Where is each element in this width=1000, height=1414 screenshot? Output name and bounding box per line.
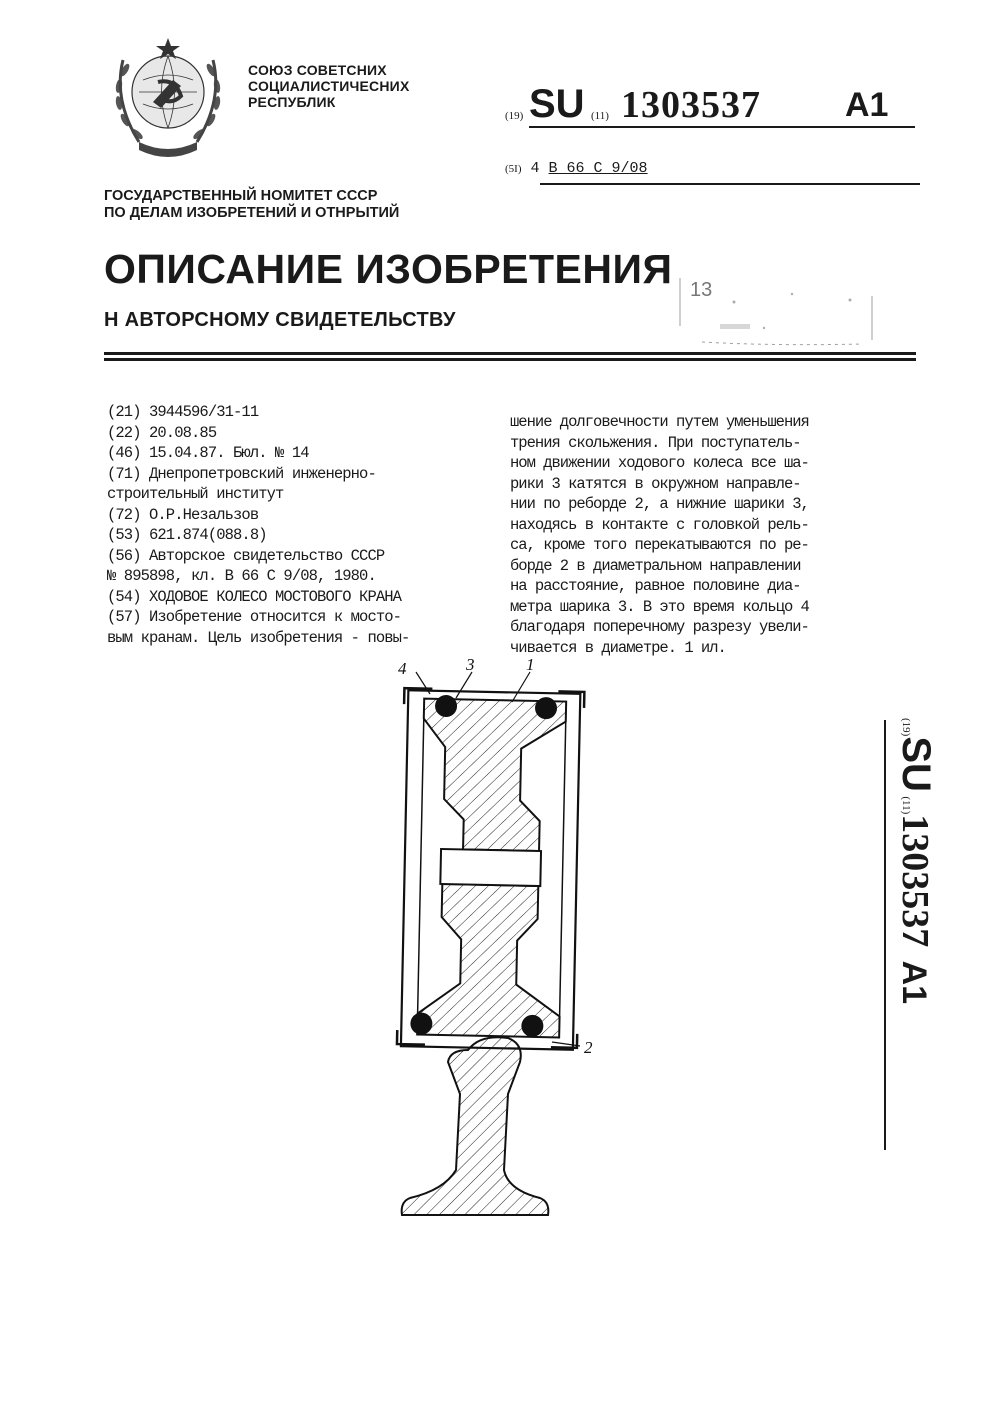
bibliographic-data — [107, 402, 487, 648]
page-subtitle: Н АВТОРСНОМУ СВИДЕТЕЛЬСТВУ — [104, 309, 456, 331]
ipc-class: B 66 C 9/08 — [548, 160, 648, 177]
bib-line: (53) 621.874(088.8) — [107, 526, 267, 544]
bib-line: (21) 3944596/31-11 — [107, 403, 259, 421]
label-ball: 3 — [466, 655, 475, 674]
abstract-line: са, кроме того перекатываются по ре- — [510, 536, 809, 554]
abstract-line: нии по реборде 2, а нижние шарики 3, — [510, 495, 809, 513]
label-wheel: 1 — [526, 655, 535, 674]
document-kind: A1 — [845, 86, 889, 124]
bib-line: (56) Авторское свидетельство СССР — [107, 546, 385, 565]
wheel-body — [421, 699, 566, 852]
bib-line: вым кранам. Цель изобретения - повы- — [107, 628, 410, 647]
ipc-code-label: (5I) — [505, 163, 522, 175]
union-line: СОЦИАЛИСТИЧЕСНИХ — [248, 78, 410, 94]
number-underline — [529, 126, 915, 128]
wheel-cross-section-drawing — [380, 650, 600, 1225]
bib-line: (22) 20.08.85 — [107, 423, 217, 442]
side-document-kind: A1 — [895, 960, 933, 1005]
committee-line: ГОСУДАРСТВЕННЫЙ НОМИТЕТ СССР — [104, 188, 378, 204]
label-flange: 2 — [584, 1038, 593, 1057]
abstract-line: ном движении ходового колеса все ша- — [510, 454, 809, 472]
abstract-line: рики 3 катятся в окружном направле- — [510, 474, 801, 493]
side-country-code-label: (19) — [900, 718, 912, 737]
bib-line: № 895898, кл. B 66 C 9/08, 1980. — [107, 567, 376, 585]
abstract-line: трения скольжения. При поступатель- — [510, 433, 801, 452]
patent-number-row — [505, 82, 915, 130]
header-rule-top — [104, 352, 916, 355]
library-stamp — [672, 266, 882, 350]
bib-line: (57) Изобретение относится к мосто- — [107, 608, 402, 626]
side-patent-number — [878, 718, 938, 1158]
abstract-line: на расстояние, равное половине диа- — [510, 577, 801, 595]
patent-number: 1303537 — [621, 84, 761, 126]
union-line: РЕСПУБЛИК — [248, 94, 336, 110]
number-code-label: (11) — [591, 110, 609, 122]
wheel-body-lower — [417, 884, 562, 1038]
abstract-text — [510, 412, 890, 658]
ipc-classification — [505, 160, 648, 177]
bib-line: (54) ХОДОВОЕ КОЛЕСО МОСТОВОГО КРАНА — [107, 587, 402, 606]
side-number-code-label: (11) — [900, 796, 912, 815]
abstract-line: чивается в диаметре. 1 ил. — [510, 638, 726, 657]
bib-line: (72) О.Р.Незальзов — [107, 505, 259, 524]
abstract-line: находясь в контакте с головкой рель- — [510, 515, 809, 534]
side-country-code: SU — [894, 736, 938, 792]
ipc-rule — [540, 183, 920, 185]
side-rule — [884, 720, 886, 1150]
side-patent-number-value: 1303537 — [894, 814, 936, 948]
ipc-edition: 4 — [530, 160, 540, 177]
rail — [402, 1037, 549, 1215]
abstract-line: благодаря поперечному разрезу увели- — [510, 618, 809, 636]
stamp-number: 13 — [690, 279, 713, 301]
bib-line: строительный институт — [107, 485, 284, 503]
bib-line: (71) Днепропетровский инженерно- — [107, 464, 376, 483]
country-code-label: (19) — [505, 110, 524, 122]
page-title: ОПИСАНИЕ ИЗОБРЕТЕНИЯ — [104, 246, 673, 292]
ussr-emblem — [103, 30, 233, 165]
issuing-country-block — [248, 62, 409, 110]
committee-line: ПО ДЕЛАМ ИЗОБРЕТЕНИЙ И ОТНРЫТИЙ — [104, 205, 400, 221]
label-ring: 4 — [398, 659, 407, 678]
axle-bore — [440, 849, 541, 886]
committee-block — [104, 188, 399, 222]
abstract-line: метра шарика 3. В это время кольцо 4 — [510, 597, 809, 616]
country-code: SU — [529, 82, 585, 126]
bib-line: (46) 15.04.87. Бюл. № 14 — [107, 444, 309, 462]
abstract-line: шение долговечности путем уменьшения — [510, 413, 809, 431]
header-rule-bottom — [104, 358, 916, 361]
union-line: СОЮЗ СОВЕТСНИХ — [248, 62, 387, 78]
abstract-line: борде 2 в диаметральном направлении — [510, 556, 801, 575]
